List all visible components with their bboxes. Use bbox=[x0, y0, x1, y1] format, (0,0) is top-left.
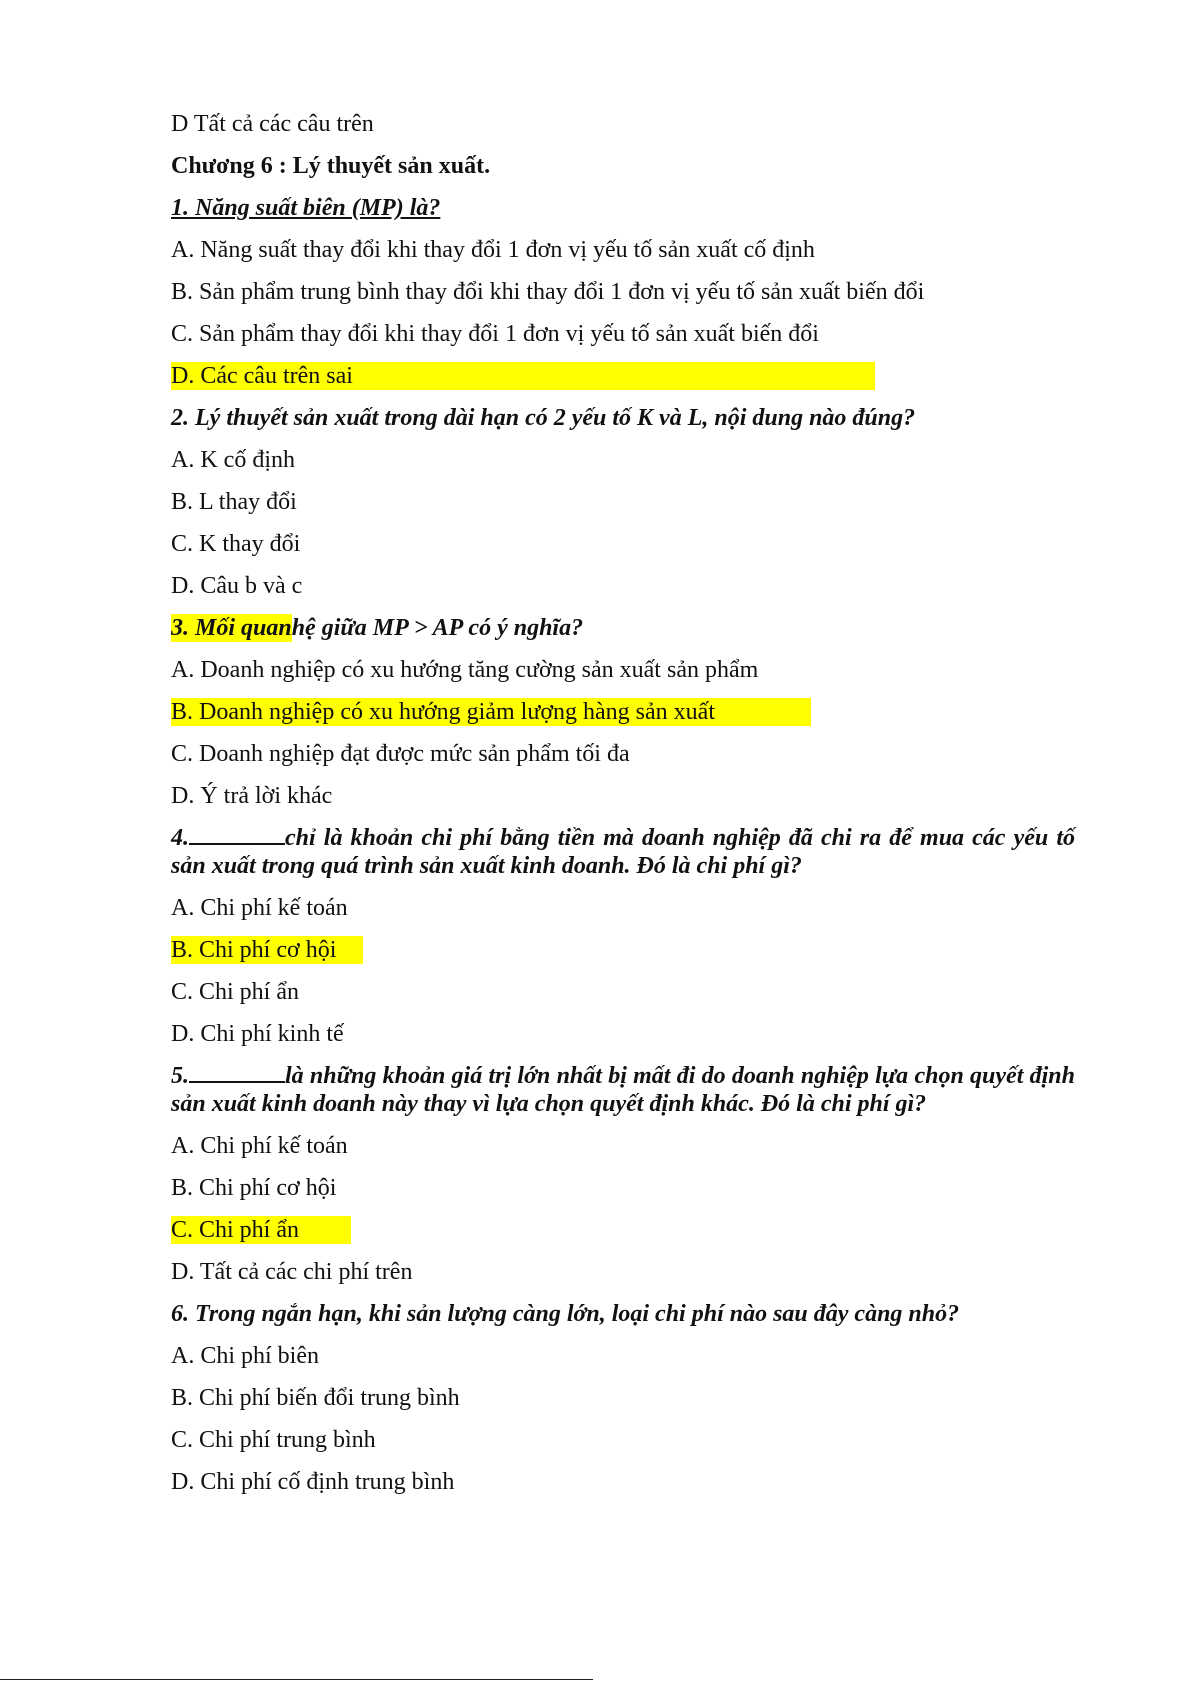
question-2: 2. Lý thuyết sản xuất trong dài hạn có 2 yếu tố K và L, nội dung nào đúng? bbox=[171, 405, 916, 431]
q2-option-c: C. K thay đổi bbox=[171, 531, 301, 557]
question-1 bbox=[171, 194, 1075, 222]
q6-option-b: B. Chi phí biến đổi trung bình bbox=[171, 1385, 460, 1411]
q3-option-a: A. Doanh nghiệp có xu hướng tăng cường sản xuất sản phẩm bbox=[171, 657, 759, 683]
q5-option-a: A. Chi phí kế toán bbox=[171, 1133, 348, 1159]
q5-option-c-highlighted: C. Chi phí ẩn bbox=[171, 1216, 351, 1244]
q3-option-c: C. Doanh nghiệp đạt được mức sản phẩm tối đa bbox=[171, 741, 630, 767]
question-4-blank bbox=[189, 825, 285, 845]
q3-option-b bbox=[171, 698, 1075, 726]
q4-option-d: D. Chi phí kinh tế bbox=[171, 1021, 344, 1047]
question-5 bbox=[171, 1062, 1075, 1118]
q3-option-b-highlighted: B. Doanh nghiệp có xu hướng giảm lượng hàng sản xuất bbox=[171, 698, 811, 726]
q5-option-b: B. Chi phí cơ hội bbox=[171, 1175, 337, 1201]
q3-option-d: D. Ý trả lời khác bbox=[171, 783, 333, 809]
question-5-number: 5. bbox=[171, 1063, 189, 1089]
q5-option-d: D. Tất cả các chi phí trên bbox=[171, 1259, 413, 1285]
question-4 bbox=[171, 824, 1075, 880]
q1-option-d-highlighted: D. Các câu trên sai bbox=[171, 362, 875, 390]
q2-option-b: B. L thay đổi bbox=[171, 489, 297, 515]
q1-option-d bbox=[171, 362, 1075, 390]
q2-option-a: A. K cố định bbox=[171, 447, 295, 473]
q6-option-c: C. Chi phí trung bình bbox=[171, 1427, 376, 1453]
q4-option-a: A. Chi phí kế toán bbox=[171, 895, 348, 921]
question-4-text: chỉ là khoản chi phí bằng tiền mà doanh nghiệp đã chi ra để mua các yếu tố sản xuất trong quá trình sản xuất kinh doanh. Đó là chi phí gì? bbox=[171, 825, 1075, 879]
q6-option-a: A. Chi phí biên bbox=[171, 1343, 319, 1369]
q5-option-c bbox=[171, 1216, 1075, 1244]
q1-option-b: B. Sản phẩm trung bình thay đổi khi thay đổi 1 đơn vị yếu tố sản xuất biến đổi bbox=[171, 279, 925, 305]
question-5-blank bbox=[189, 1063, 285, 1083]
question-5-text: là những khoản giá trị lớn nhất bị mất đi do doanh nghiệp lựa chọn quyết định sản xuất kinh doanh này thay vì lựa chọn quyết định khác. Đó là chi phí gì? bbox=[171, 1063, 1075, 1117]
question-4-number: 4. bbox=[171, 825, 189, 851]
document-page bbox=[171, 110, 1075, 1510]
question-1-text: 1. Năng suất biên (MP) là? bbox=[171, 195, 441, 221]
footer-divider bbox=[0, 1679, 593, 1680]
q1-option-a: A. Năng suất thay đổi khi thay đổi 1 đơn vị yếu tố sản xuất cố định bbox=[171, 237, 815, 263]
question-3 bbox=[171, 614, 1075, 642]
q1-option-c: C. Sản phẩm thay đổi khi thay đổi 1 đơn vị yếu tố sản xuất biến đổi bbox=[171, 321, 819, 347]
q4-option-c: C. Chi phí ẩn bbox=[171, 979, 300, 1005]
q4-option-b-highlighted: B. Chi phí cơ hội bbox=[171, 936, 363, 964]
question-3-highlighted-part: 3. Mối quan bbox=[171, 615, 292, 641]
question-6: 6. Trong ngắn hạn, khi sản lượng càng lớn, loại chi phí nào sau đây càng nhỏ? bbox=[171, 1301, 960, 1327]
q6-option-d: D. Chi phí cố định trung bình bbox=[171, 1469, 455, 1495]
q4-option-b bbox=[171, 936, 1075, 964]
chapter-title: Chương 6 : Lý thuyết sản xuất. bbox=[171, 153, 491, 179]
previous-answer-d: D Tất cả các câu trên bbox=[171, 111, 374, 137]
q2-option-d: D. Câu b và c bbox=[171, 573, 303, 599]
question-3-rest: hệ giữa MP > AP có ý nghĩa? bbox=[291, 615, 584, 641]
